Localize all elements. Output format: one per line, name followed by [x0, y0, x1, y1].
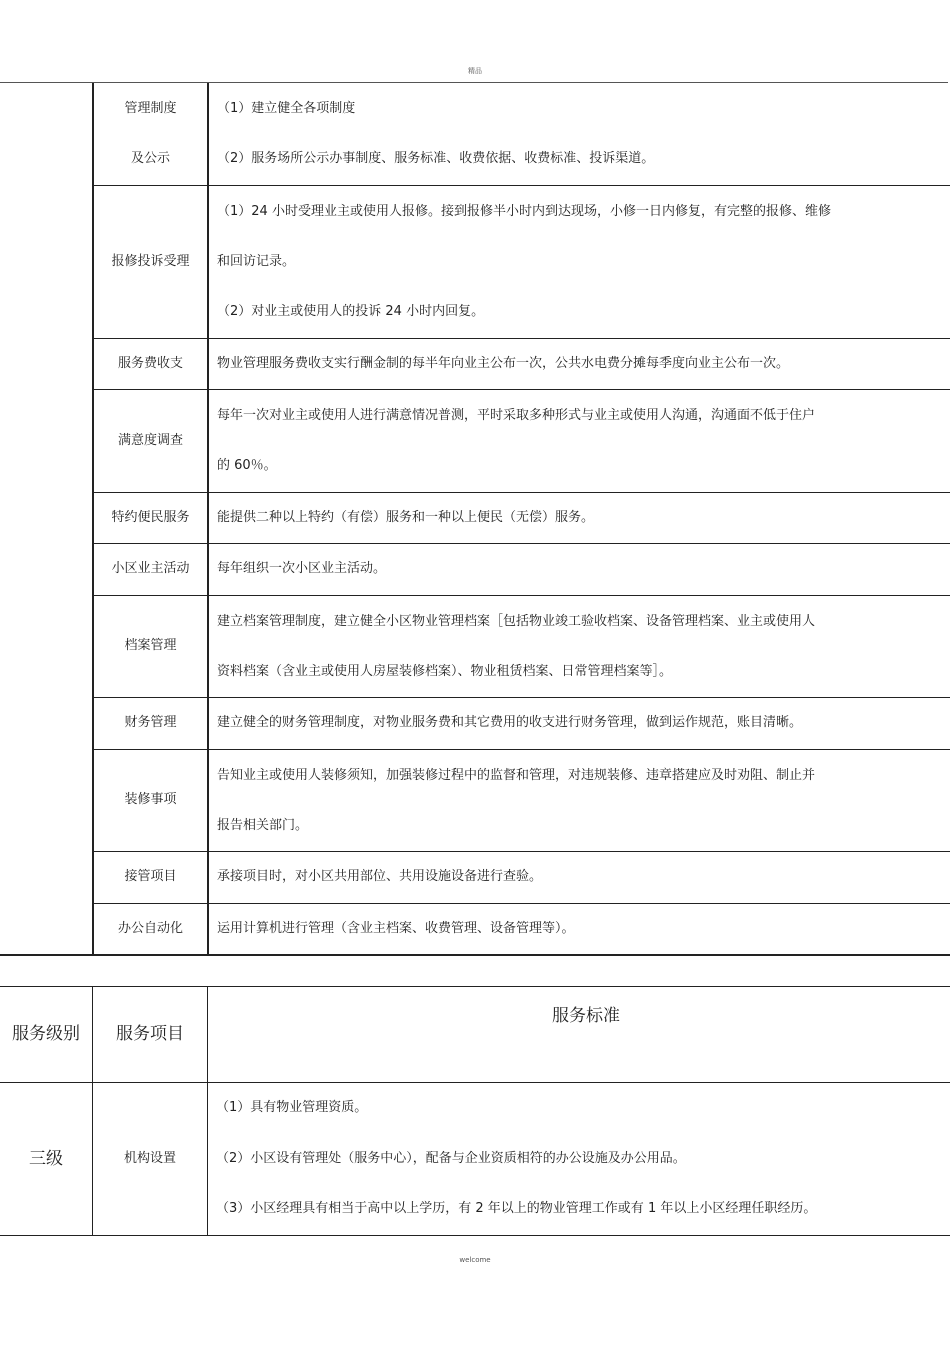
standard-line: 建立健全的财务管理制度，对物业服务费和其它费用的收支进行财务管理，做到运作规范，账目清晰。: [217, 715, 803, 730]
standard-line: （2）小区设有管理处（服务中心），配备与企业资质相符的办公设施及办公用品。: [216, 1150, 686, 1166]
standard-cell: [208, 338, 950, 390]
service-standard-table: [0, 986, 950, 1236]
standard-line: 资料档案（含业主或使用人房屋装修档案）、物业租赁档案、日常管理档案等］。: [217, 663, 673, 679]
standard-cell: [208, 390, 950, 493]
standard-line: （3）小区经理具有相当于高中以上学历，有 2 年以上的物业管理工作或有 1 年以上小区经理任职经历。: [216, 1201, 817, 1216]
item-label: 档案管理: [124, 638, 177, 654]
table-row: [0, 698, 950, 750]
table-row: [0, 83, 950, 185]
item-label: 特约便民服务: [111, 509, 190, 525]
standard-cell: [208, 83, 950, 185]
item-cell: [93, 698, 208, 750]
level-cell: 三级: [0, 1083, 93, 1236]
header-service-item: 服务项目: [93, 987, 208, 1083]
standard-line: （1）具有物业管理资质。: [216, 1100, 368, 1115]
standard-cell: [208, 185, 950, 338]
item-label: 及公示: [130, 151, 170, 166]
table-row: [0, 338, 950, 390]
table-row: [0, 390, 950, 493]
service-standard-table-continued: [0, 83, 950, 956]
item-label: 小区业主活动: [111, 561, 190, 577]
header-service-level: 服务级别: [0, 987, 93, 1083]
item-cell: [93, 544, 208, 596]
item-label: 服务费收支: [117, 355, 183, 371]
item-cell: [93, 83, 208, 185]
item-cell: [93, 852, 208, 904]
standard-line: （1）24 小时受理业主或使用人报修。接到报修半小时内到达现场，小修一日内修复，有完整的报修、维修: [217, 203, 831, 219]
table-row: [0, 595, 950, 698]
standard-line: 运用计算机进行管理（含业主档案、收费管理、设备管理等）。: [217, 920, 575, 936]
standard-cell: [208, 595, 950, 698]
table-row: [0, 1083, 950, 1236]
item-cell: [93, 492, 208, 544]
standard-line: 和回访记录。: [217, 253, 296, 269]
standard-cell: [208, 698, 950, 750]
item-cell: [93, 338, 208, 390]
standard-line: （2）服务场所公示办事制度、服务标准、收费依据、收费标准、投诉渠道。: [217, 151, 655, 166]
item-cell: [93, 749, 208, 852]
standard-cell: [208, 749, 950, 852]
standard-cell: [208, 1083, 950, 1236]
footer-mark: welcome: [459, 1256, 491, 1264]
item-label: 管理制度: [124, 101, 177, 116]
header-service-standard: 服务标准: [208, 987, 950, 1083]
level-cell-empty: [0, 83, 93, 955]
table-row: [0, 852, 950, 904]
standard-line: 每年组织一次小区业主活动。: [217, 561, 387, 576]
standard-line: 能提供二种以上特约（有偿）服务和一种以上便民（无偿）服务。: [217, 509, 595, 525]
standard-line: 物业管理服务费收支实行酬金制的每半年向业主公布一次，公共水电费分摊每季度向业主公布一次。: [217, 355, 790, 371]
standard-line: 告知业主或使用人装修须知，加强装修过程中的监督和管理，对违规装修、违章搭建应及时劝阻、制止并: [217, 767, 816, 783]
item-label: 报修投诉受理: [111, 253, 190, 269]
item-label: 办公自动化: [117, 920, 183, 936]
standard-line: 建立档案管理制度，建立健全小区物业管理档案［包括物业竣工验收档案、设备管理档案、业主或使用人: [217, 613, 816, 629]
standard-cell: [208, 544, 950, 596]
table-row: [0, 749, 950, 852]
item-label: 装修事项: [124, 792, 177, 808]
standard-cell: [208, 852, 950, 904]
item-label: 满意度调查: [117, 432, 183, 448]
standard-line: （1）建立健全各项制度: [217, 101, 356, 116]
standard-line: 报告相关部门。: [217, 817, 309, 833]
standard-line: 每年一次对业主或使用人进行满意情况普测，平时采取多种形式与业主或使用人沟通，沟通面不低于住户: [217, 408, 816, 423]
item-cell: [93, 185, 208, 338]
item-cell: [93, 390, 208, 493]
standard-cell: [208, 903, 950, 955]
item-label: 接管项目: [124, 869, 177, 885]
table-row: [0, 492, 950, 544]
standard-line: 承接项目时，对小区共用部位、共用设施设备进行查验。: [217, 869, 543, 884]
item-cell: [93, 595, 208, 698]
item-label: 财务管理: [124, 715, 177, 731]
table-header-row: [0, 987, 950, 1083]
table-row: [0, 185, 950, 338]
header-mark: 精品: [468, 67, 482, 75]
item-cell: [93, 903, 208, 955]
standard-line: （2）对业主或使用人的投诉 24 小时内回复。: [217, 304, 485, 319]
standard-cell: [208, 492, 950, 544]
item-cell: 机构设置: [93, 1083, 208, 1236]
table-row: [0, 544, 950, 596]
standard-line: 的 60％。: [217, 458, 277, 473]
table-row: [0, 903, 950, 955]
